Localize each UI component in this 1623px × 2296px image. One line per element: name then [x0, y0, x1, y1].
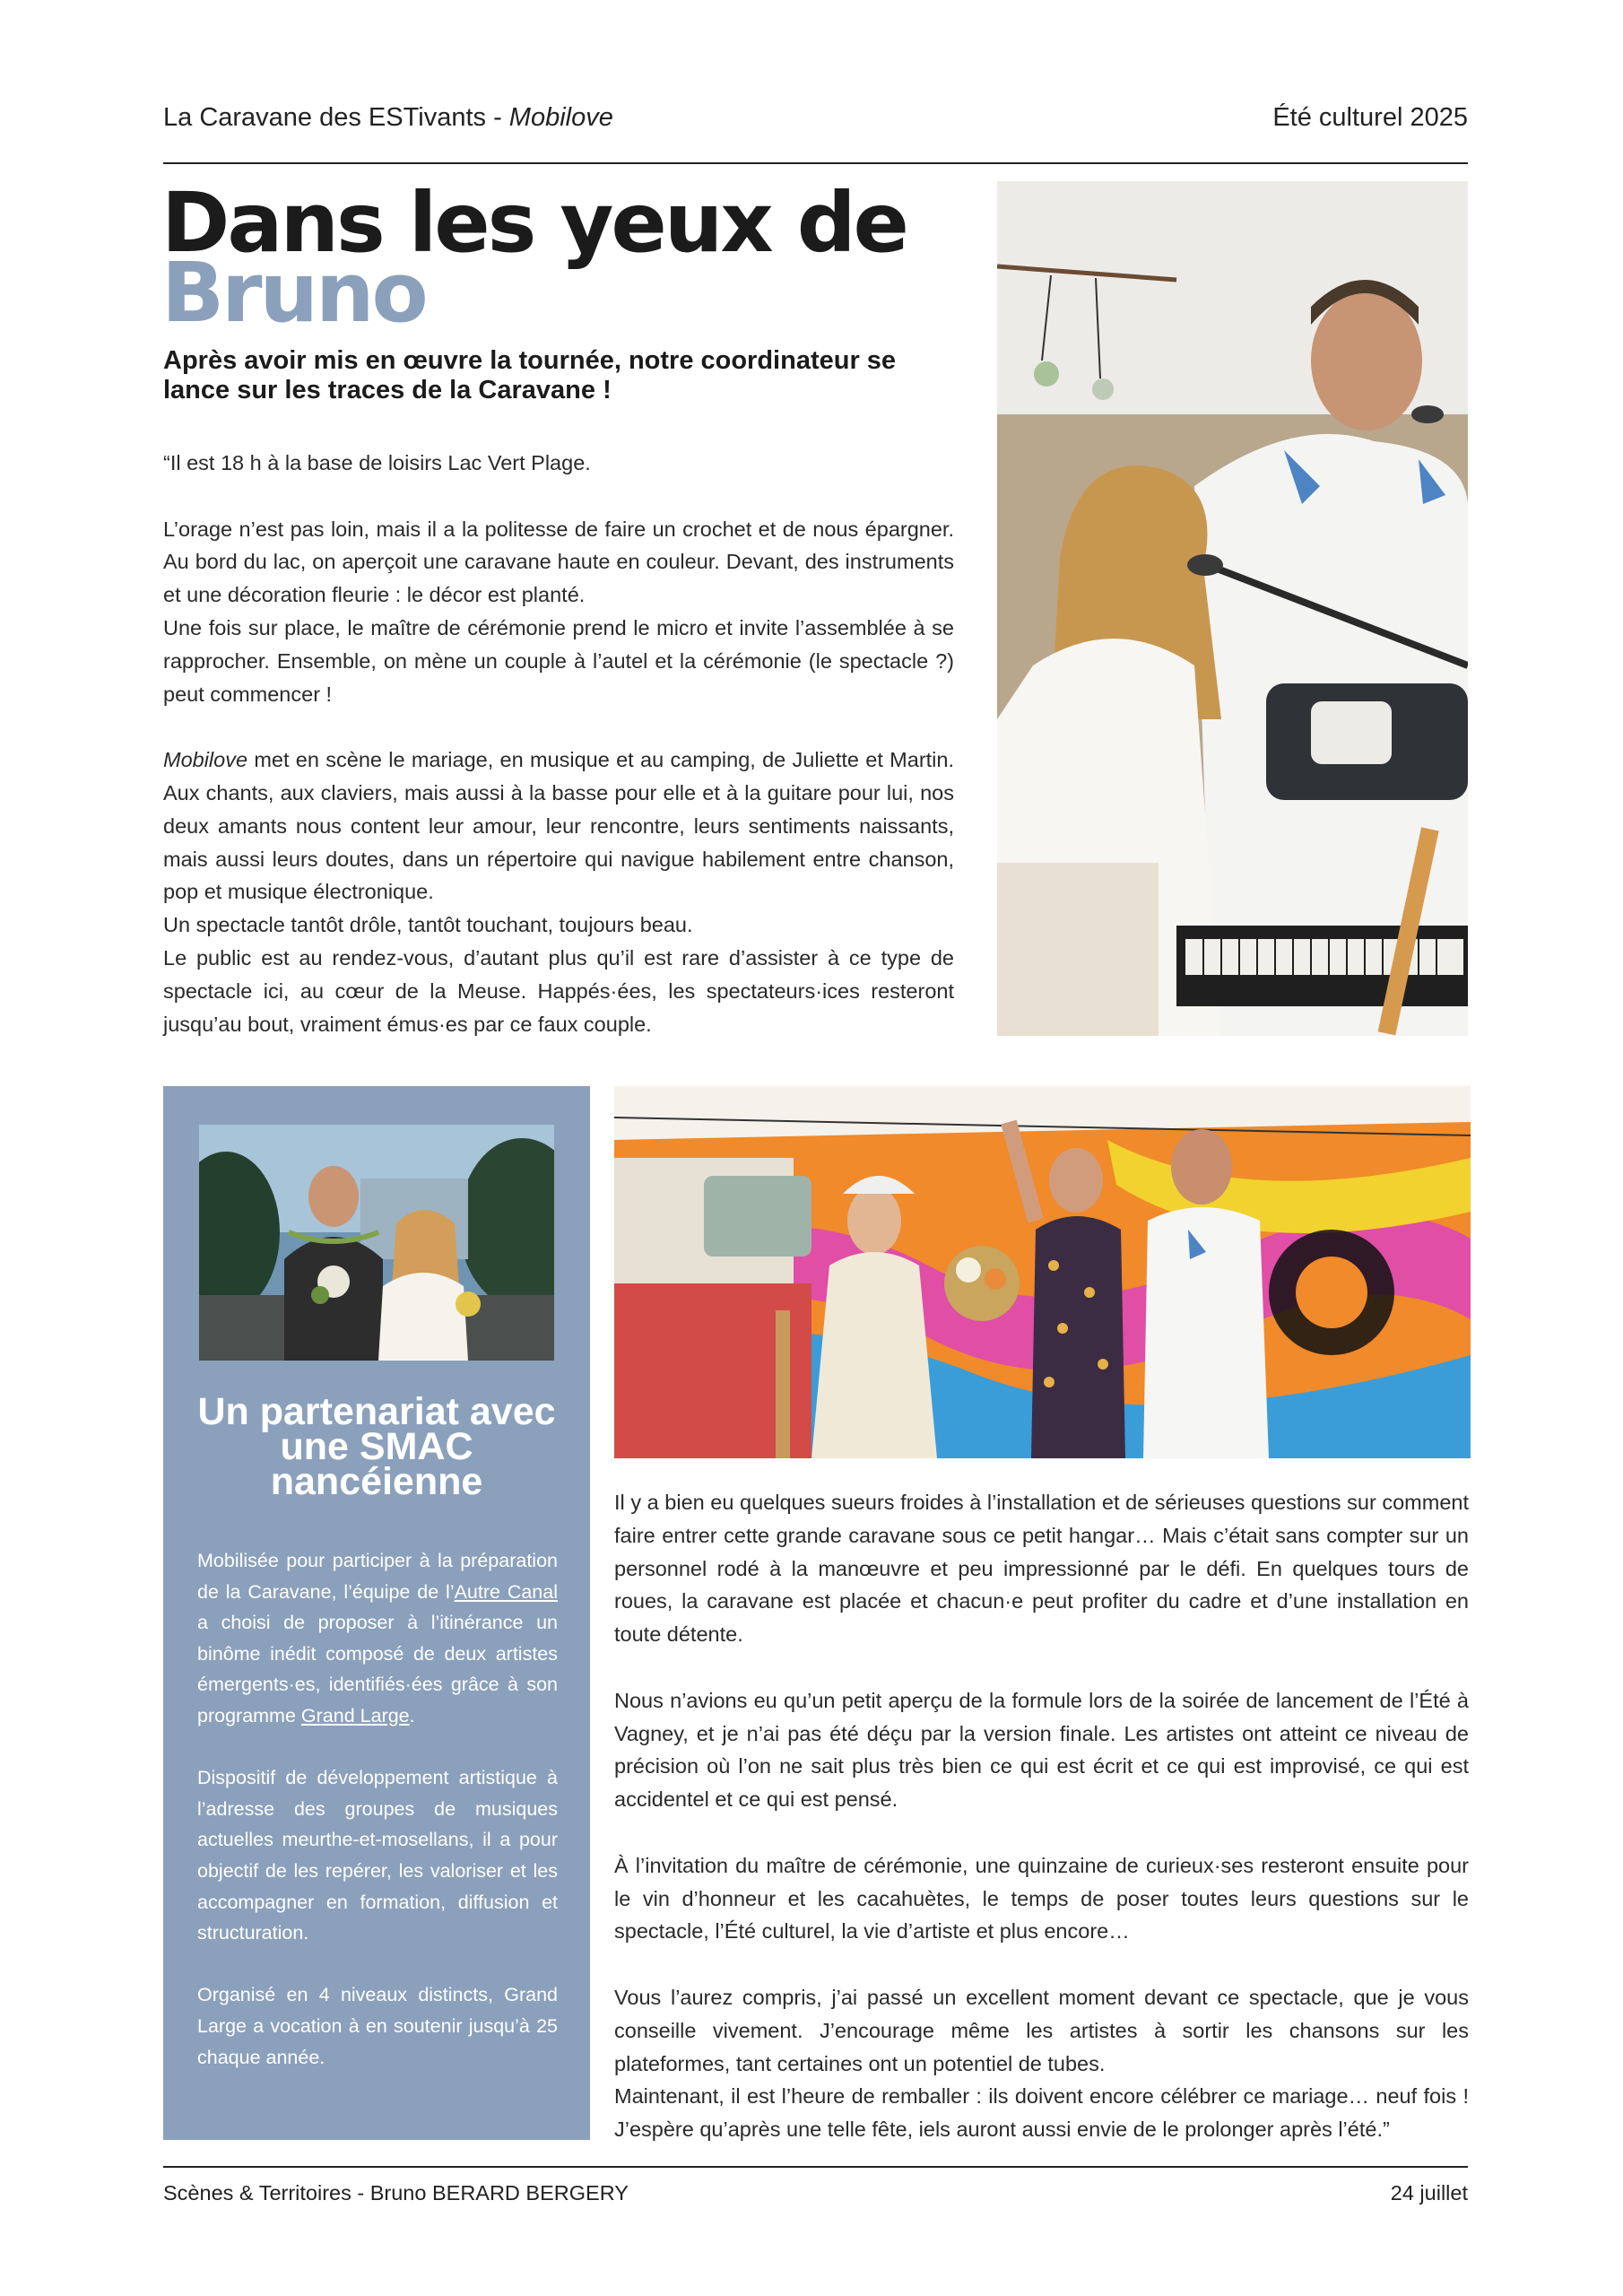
- paragraph: Nous n’avions eu qu’un petit aperçu de la formule lors de la soirée de lancement de l’Été à Vagney, et je n’ai pas été déçu par la version finale. Les artistes ont atteint ce niveau de précision où l’on ne sait plus très bien ce qui est écrit et ce qui est improvisé, ce qui est accidentel et ce qui est pensé.: [614, 1688, 1469, 1812]
- title-line-1: Dans les yeux de: [161, 175, 907, 271]
- page-footer: [163, 2181, 1468, 2213]
- paragraph: À l’invitation du maître de cérémonie, une quinzaine de curieux·ses resteront ensuite pour le vin d’honneur et les cacahuètes, le temps de poser toutes leurs questions sur le spectacle, l’Été culturel, la vie d’artiste et plus encore…: [614, 1853, 1469, 1944]
- footer-divider: [163, 2166, 1468, 2168]
- article-body-top: [163, 447, 954, 1040]
- grand-large-link[interactable]: Grand Large: [300, 1704, 410, 1726]
- paragraph-text: Mobilisée pour participer à la préparation de la Caravane, l’équipe de l’: [197, 1550, 558, 1603]
- paragraph: “Il est 18 h à la base de loisirs Lac Vert Plage.: [163, 451, 591, 474]
- page-header: [163, 103, 1468, 139]
- artists-photo: [199, 1125, 554, 1361]
- paragraph-text: met en scène le mariage, en musique et au camping, de Juliette et Martin. Aux chants, aux claviers, mais aussi à la basse pour elle et à la guitare pour lui, nos deux amants nous content leur amour, leur rencontre, leurs sentiments naissants, mais aussi leurs doutes, dans un répertoire qui navigue habilement entre chanson, pop et musique électronique.: [163, 748, 954, 904]
- paragraph: Dispositif de développement artistique à l’adresse des groupes de musiques actuelles meurthe-et-mosellans, il a pour objectif de les repérer, les valoriser et les accompagner en formation, diffusion et structuration.: [197, 1767, 558, 1944]
- publication-title: [163, 103, 613, 133]
- paragraph-text: a choisi de proposer à l’itinérance un binôme inédit composé de deux artistes émergents·es, identifiés·ées grâce à son programme: [197, 1612, 558, 1726]
- concert-photo: [997, 181, 1468, 1036]
- sidebar-title: Un partenariat avec une SMAC nancéienne: [197, 1390, 556, 1503]
- paragraph-text: .: [409, 1704, 415, 1726]
- paragraph: Un spectacle tantôt drôle, tantôt touchant, toujours beau.: [163, 913, 693, 937]
- article-title: [161, 175, 968, 341]
- autre-canal-link[interactable]: Autre Canal: [454, 1580, 558, 1603]
- paragraph: [163, 744, 954, 909]
- paragraph: Le public est au rendez-vous, d’autant plus qu’il est rare d’assister à ce type de spectacle ici, au cœur de la Meuse. Happés·ées, les spectateurs·ices resteront jusqu’au bout, vraiment émus·es par ce faux couple.: [163, 945, 954, 1036]
- paragraph: Il y a bien eu quelques sueurs froides à l’installation et de sérieuses questions sur comment faire entrer cette grande caravane sous ce petit hangar… Mais c’était sans compter sur un personnel rodé à la manœuvre et peu impressionné par le défi. En quelques tours de roues, la caravane est placée et chacun·e peut profiter du cadre et d’une installation en toute détente.: [614, 1491, 1469, 1647]
- paragraph: [197, 1545, 558, 1732]
- wedding-photo: [614, 1086, 1471, 1458]
- footer-date: 24 juillet: [1390, 2181, 1468, 2205]
- paragraph: Une fois sur place, le maître de cérémonie prend le micro et invite l’assemblée à se rapprocher. Ensemble, on mène un couple à l’autel et la cérémonie (le spectacle ?) peut commencer !: [163, 615, 954, 706]
- paragraph: Organisé en 4 niveaux distincts, Grand Large a vocation à en soutenir jusqu’à 25 chaque année.: [197, 1984, 558, 2068]
- paragraph: Vous l’aurez compris, j’ai passé un excellent moment devant ce spectacle, que je vous conseille vivement. J’encourage même les artistes à sortir les chansons sur les plateformes, tant certaines ont un potentiel de tubes.: [614, 1985, 1469, 2075]
- partnership-sidebar: [163, 1086, 590, 2140]
- paragraph: Maintenant, il est l’heure de remballer : ils doivent encore célébrer ce mariage… neuf fois ! J’espère qu’après une telle fête, iels auront aussi envie de le prolonger après l’été.”: [614, 2084, 1469, 2142]
- article-subtitle: Après avoir mis en œuvre la tournée, notre coordinateur se lance sur les traces de la Caravane !: [163, 346, 897, 404]
- footer-author: Scènes & Territoires - Bruno BERARD BERGERY: [163, 2181, 629, 2205]
- paragraph: L’orage n’est pas loin, mais il a la politesse de faire un crochet et de nous épargner. Au bord du lac, on aperçoit une caravane haute en couleur. Devant, des instruments et une décoration fleurie : le décor est planté.: [163, 517, 954, 607]
- article-body-bottom: [614, 1486, 1469, 2146]
- show-name-inline: Mobilove: [163, 748, 248, 772]
- show-name: Mobilove: [508, 103, 613, 132]
- sidebar-text: [197, 1545, 558, 2073]
- edition-label: Été culturel 2025: [1272, 103, 1468, 132]
- header-divider: [163, 162, 1468, 164]
- title-line-2: Bruno: [161, 245, 426, 341]
- publication-title-prefix: La Caravane des ESTivants -: [163, 103, 509, 132]
